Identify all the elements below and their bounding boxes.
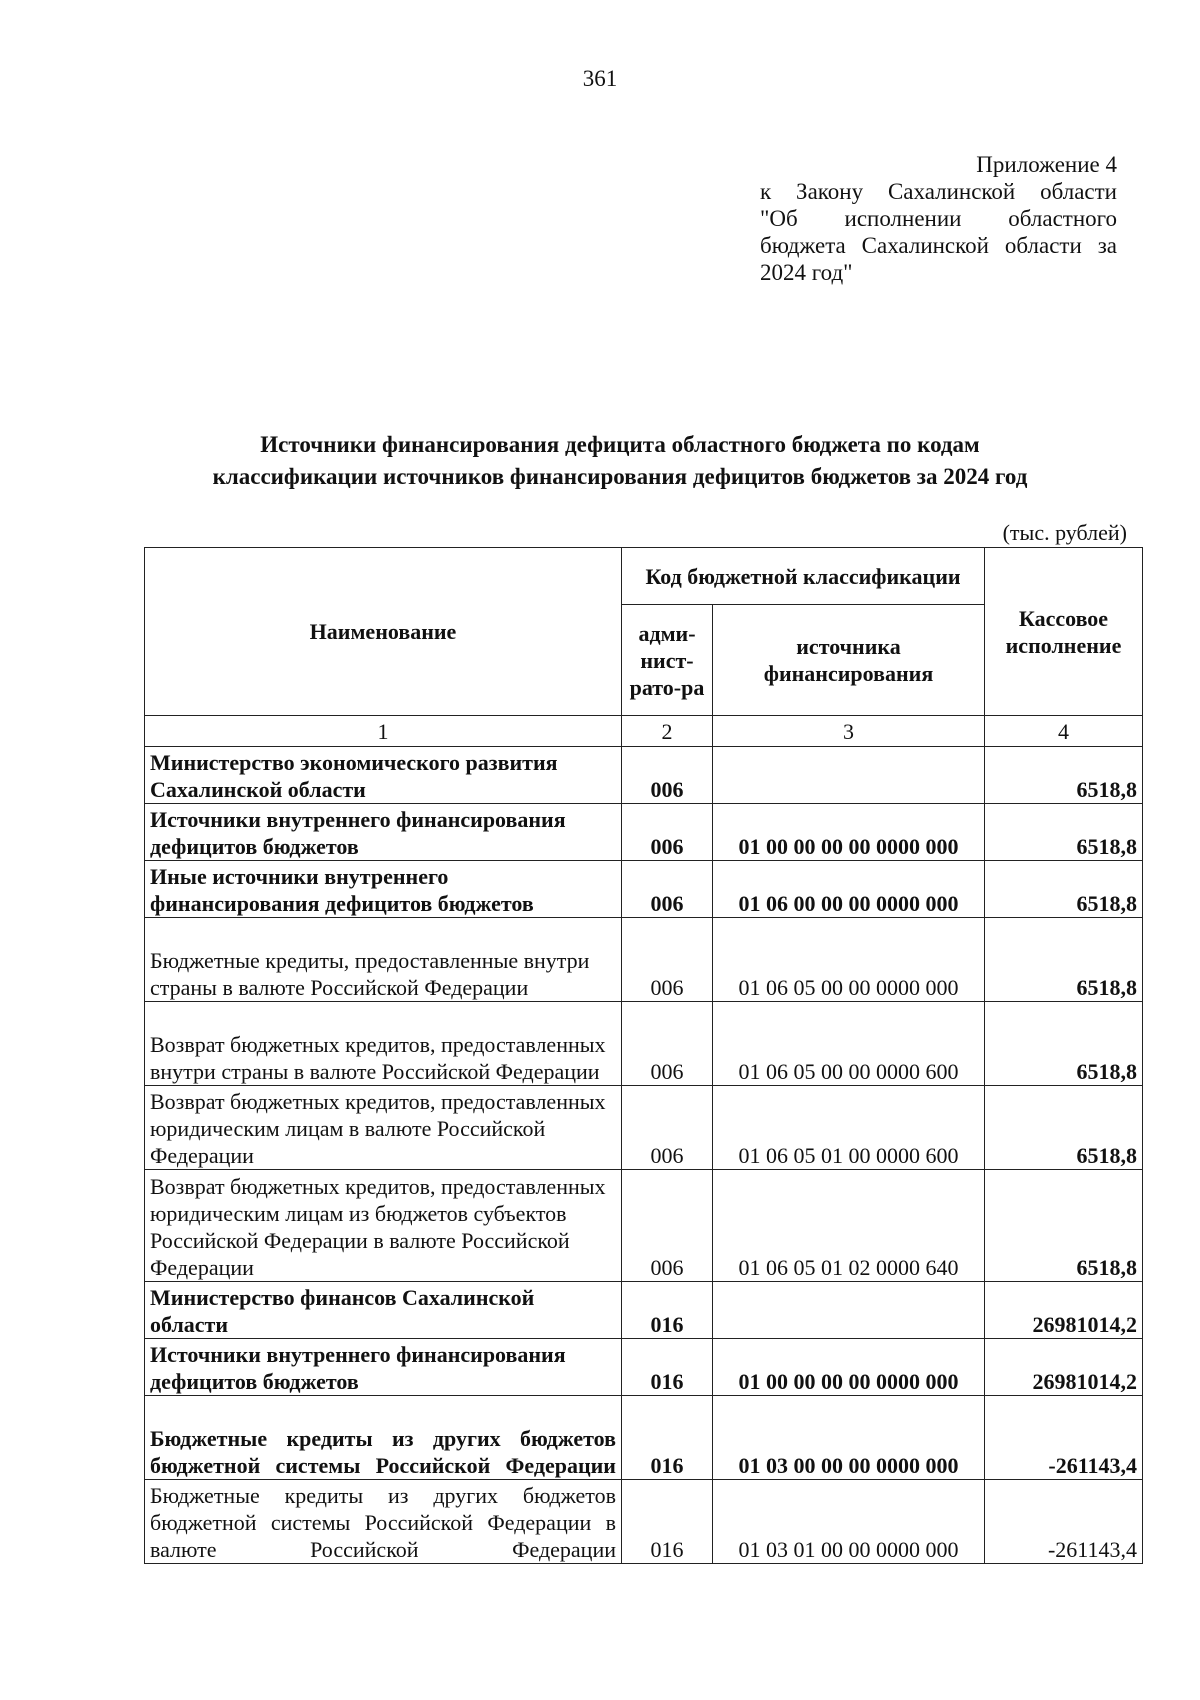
- title-line: Источники финансирования дефицита областного бюджета по кодам: [260, 432, 980, 457]
- row-admin: 006: [622, 918, 713, 1002]
- row-name: Бюджетные кредиты, предоставленные внутри страны в валюте Российской Федерации: [145, 918, 622, 1002]
- row-amount: 6518,8: [985, 804, 1143, 861]
- row-name: Возврат бюджетных кредитов, предоставленных внутри страны в валюте Российской Федерации: [145, 1002, 622, 1086]
- row-code: 01 03 00 00 00 0000 000: [713, 1396, 985, 1480]
- row-admin: 016: [622, 1282, 713, 1339]
- document-title: [150, 429, 1090, 493]
- table-row: [145, 1339, 1143, 1396]
- row-code: 01 06 00 00 00 0000 000: [713, 861, 985, 918]
- row-code: 01 06 05 01 00 0000 600: [713, 1086, 985, 1170]
- table-row: [145, 1002, 1143, 1086]
- row-admin: 006: [622, 861, 713, 918]
- header-name: Наименование: [145, 548, 622, 716]
- row-amount: 6518,8: [985, 918, 1143, 1002]
- column-number: 1: [145, 716, 622, 747]
- table-row: [145, 1396, 1143, 1480]
- row-admin: 006: [622, 804, 713, 861]
- title-line: классификации источников финансирования дефицитов бюджетов за 2024 год: [212, 464, 1028, 489]
- header-code-group: Код бюджетной классификации: [622, 548, 985, 605]
- column-numbers-row: [145, 716, 1143, 747]
- row-admin: 006: [622, 1002, 713, 1086]
- row-admin: 006: [622, 1086, 713, 1170]
- row-amount: 26981014,2: [985, 1339, 1143, 1396]
- row-code: [713, 747, 985, 804]
- row-code: 01 06 05 00 00 0000 000: [713, 918, 985, 1002]
- row-code: 01 00 00 00 00 0000 000: [713, 804, 985, 861]
- row-name: Иные источники внутреннего финансирования дефицитов бюджетов: [145, 861, 622, 918]
- row-name: Министерство финансов Сахалинской области: [145, 1282, 622, 1339]
- header-admin: адми-нист-рато-ра: [622, 605, 713, 716]
- header-amount: Кассовое исполнение: [985, 548, 1143, 716]
- row-code: 01 00 00 00 00 0000 000: [713, 1339, 985, 1396]
- table-row: [145, 861, 1143, 918]
- row-code: 01 06 05 01 02 0000 640: [713, 1170, 985, 1282]
- appendix-line: Приложение 4: [976, 152, 1117, 177]
- appendix-line: бюджета Сахалинской области за: [760, 233, 1117, 258]
- row-name: Бюджетные кредиты из других бюджетов бюджетной системы Российской Федерации: [145, 1396, 622, 1480]
- row-amount: 6518,8: [985, 1086, 1143, 1170]
- units-label: (тыс. рублей): [1002, 520, 1127, 545]
- table-row: [145, 918, 1143, 1002]
- row-name: Источники внутреннего финансирования дефицитов бюджетов: [145, 804, 622, 861]
- appendix-block: [760, 151, 1117, 286]
- row-name: Источники внутреннего финансирования дефицитов бюджетов: [145, 1339, 622, 1396]
- row-name: Бюджетные кредиты из других бюджетов бюджетной системы Российской Федерации в валюте Российской Федерации: [145, 1480, 622, 1564]
- row-name: Возврат бюджетных кредитов, предоставленных юридическим лицам из бюджетов субъектов Российской Федерации в валюте Российской Федерации: [145, 1170, 622, 1282]
- row-amount: 6518,8: [985, 1170, 1143, 1282]
- row-amount: 6518,8: [985, 861, 1143, 918]
- page-number: 361: [582, 66, 618, 91]
- row-code: [713, 1282, 985, 1339]
- row-admin: 006: [622, 747, 713, 804]
- row-code: 01 03 01 00 00 0000 000: [713, 1480, 985, 1564]
- financing-sources-table: [144, 547, 1143, 1564]
- row-amount: 6518,8: [985, 747, 1143, 804]
- row-amount: 6518,8: [985, 1002, 1143, 1086]
- header-source: источника финансирования: [713, 605, 985, 716]
- row-amount: 26981014,2: [985, 1282, 1143, 1339]
- column-number: 3: [713, 716, 985, 747]
- column-number: 4: [985, 716, 1143, 747]
- row-admin: 016: [622, 1396, 713, 1480]
- appendix-line: "Об исполнении областного: [760, 206, 1117, 231]
- appendix-line: 2024 год": [760, 260, 853, 285]
- table-row: [145, 747, 1143, 804]
- table-row: [145, 1480, 1143, 1564]
- row-amount: -261143,4: [985, 1396, 1143, 1480]
- row-admin: 016: [622, 1480, 713, 1564]
- table-row: [145, 1086, 1143, 1170]
- row-admin: 016: [622, 1339, 713, 1396]
- column-number: 2: [622, 716, 713, 747]
- appendix-line: к Закону Сахалинской области: [760, 179, 1117, 204]
- row-name: Возврат бюджетных кредитов, предоставленных юридическим лицам в валюте Российской Федерации: [145, 1086, 622, 1170]
- table-row: [145, 1282, 1143, 1339]
- row-admin: 006: [622, 1170, 713, 1282]
- table-row: [145, 1170, 1143, 1282]
- row-amount: -261143,4: [985, 1480, 1143, 1564]
- row-name: Министерство экономического развития Сахалинской области: [145, 747, 622, 804]
- row-code: 01 06 05 00 00 0000 600: [713, 1002, 985, 1086]
- table-row: [145, 804, 1143, 861]
